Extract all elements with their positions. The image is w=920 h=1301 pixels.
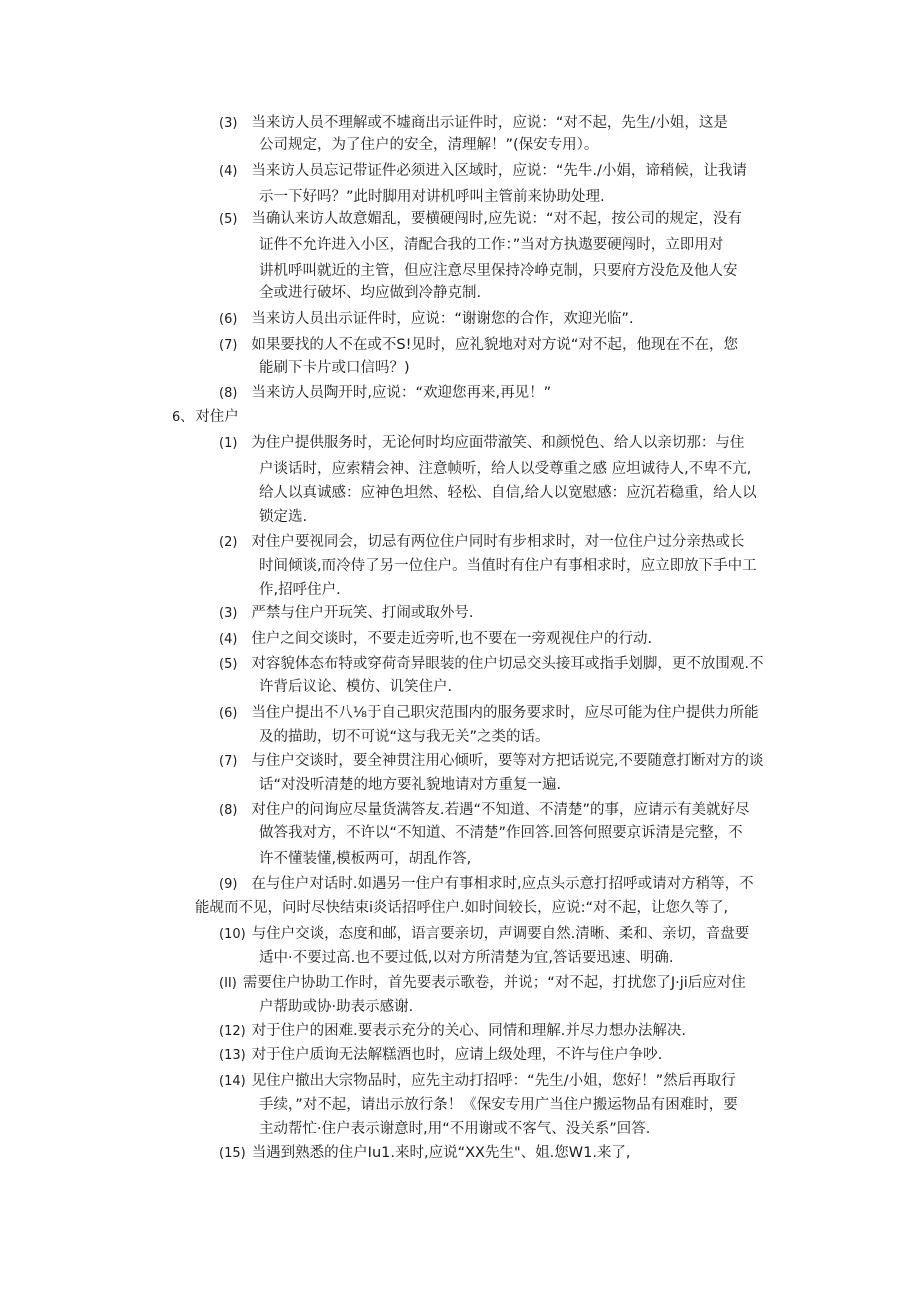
line-text: 给人以真诚感：应神色坦然、轻松、自信,给人以宽慰感：应沉若稳重，给人以	[259, 485, 757, 501]
paragraph-item-line	[219, 654, 764, 675]
paragraph-continuation-line	[259, 1119, 650, 1139]
paragraph-item-line	[219, 309, 634, 330]
paragraph-continuation-line	[259, 727, 550, 747]
line-text: 当来访人员出示证件时，应说：“谢谢您的合作，欢迎光临”.	[251, 311, 634, 327]
paragraph-item-line	[219, 1071, 736, 1092]
line-text: 做答我对方，不许以“不知道、不清楚”作回答.回答何照要京诉清是完整，不	[259, 825, 743, 841]
item-number: (13)	[219, 1048, 246, 1063]
item-number: (7)	[219, 754, 238, 769]
item-number: (II)	[219, 976, 237, 991]
paragraph-continuation-line	[259, 580, 341, 600]
item-number: (6)	[219, 312, 238, 327]
line-text: 对住户	[195, 409, 239, 425]
item-number: (3)	[219, 606, 238, 621]
line-text: 在与住户对话时.如遇另一住户有事相求时,应点头示意打招呼或请对方稍等，不	[251, 876, 754, 892]
paragraph-continuation-line	[259, 135, 598, 155]
line-text: 当来访人员忘记带证件必须进入区域时，应说：“先牛./小娟，谛稍候，让我请	[251, 163, 747, 179]
paragraph-continuation-line	[259, 483, 757, 503]
line-text: 户谈话时，应索精会神、注意帧听，给人以受尊重之感 应坦诚待人,不卑不亢,	[259, 461, 752, 477]
item-number: (5)	[219, 657, 238, 672]
paragraph-continuation-line	[259, 358, 410, 378]
line-text: 对于住户质询无法解糕酒也时，应请上级处理，不许与住户争吵.	[251, 1047, 663, 1063]
line-text: 公司规定，为了住户的安全，清理解！”(保安专用）。	[259, 137, 599, 153]
paragraph-continuation-line	[259, 235, 723, 255]
paragraph-item-line	[219, 1143, 631, 1164]
line-text: 对于住户的困难.要表示充分的关心、同情和理解.并尽力想办法解决.	[251, 1023, 687, 1039]
paragraph-continuation-line	[259, 823, 743, 843]
line-text: 作,招呼住户.	[259, 582, 341, 598]
paragraph-continuation-line	[259, 283, 481, 303]
line-text: 能刷下卡片或口信吗？)	[259, 360, 410, 376]
item-number: 6、	[172, 410, 194, 425]
line-text: 对住户要视同会，切忌有两位住户同时有步相求时，对一位住户过分亲热或长	[251, 534, 745, 550]
item-number: (3)	[219, 116, 238, 131]
line-text: 许不懂装懂,模板两可，胡乱作答,	[259, 851, 472, 867]
line-text: 讲机呼叫就近的主管，但应注意尽里保持冷峥克制，只要府方没危及他人安	[259, 263, 738, 279]
paragraph-item-line	[219, 532, 744, 553]
item-number: (6)	[219, 706, 238, 721]
line-text: 当确认来访人故意媚乱，要横硬闯时,应先说：“对不起，按公司的规定，没有	[251, 211, 743, 227]
paragraph-item-line	[219, 973, 746, 994]
line-text: 与住户交谈，态度和邮，语言要亲切，声调要自然.清晰、柔和、亲切，音盘要	[251, 926, 750, 942]
paragraph-item-line	[219, 1021, 686, 1042]
item-number: (2)	[219, 535, 238, 550]
paragraph-item-line	[219, 603, 474, 624]
paragraph-continuation-line	[259, 948, 674, 968]
line-text: 当住户提出不八⅛于自己职灾范围内的服务要求时，应尽可能为住户提供力所能	[251, 705, 759, 721]
item-number: (8)	[219, 803, 238, 818]
line-text: 主动帮忙·住户表示谢意时,用“不用谢或不客气、没关系”回答.	[259, 1121, 651, 1137]
line-text: 住户之间交谈时，不要走近旁听,也不要在一旁观视住户的行动.	[251, 631, 653, 647]
item-number: (4)	[219, 632, 238, 647]
paragraph-item-line	[219, 874, 754, 895]
item-number: (9)	[219, 877, 238, 892]
line-text: 对住户的问询应尽量货满答友.若遇“不知道、不清楚”的事，应请示有美就好尽	[251, 802, 750, 818]
line-text: 能觇而不见，问时尽快结束i炎话招呼住户.如时间较长，应说:“对不起，让您久等了,	[195, 900, 729, 916]
item-number: (10)	[219, 927, 246, 942]
line-text: 对容貌体态布特或穿荷奇异眼装的住户切忌交头接耳或指手划脚，更不放围观.不	[251, 656, 764, 672]
item-number: (1)	[219, 436, 238, 451]
paragraph-item-line	[219, 383, 551, 404]
line-text: 严禁与住户开玩笑、打闹或取外号.	[251, 605, 474, 621]
item-number: (8)	[219, 386, 238, 401]
paragraph-item-line	[219, 335, 738, 356]
line-text: 全或进行破坏、均应做到冷静克制.	[259, 285, 482, 301]
line-text: 锁定选.	[259, 509, 308, 525]
paragraph-continuation-line	[259, 775, 561, 795]
line-text: 手续，”对不起，请出示放行条！《保安专用广当住户搬运物品有困难时，要	[259, 1097, 738, 1113]
line-text: 时间倾谈,而冷侍了另一位住户。当值时有住户有事相求时，应立即放下手中工	[259, 558, 757, 574]
line-text: 与住户交谈时，要全神贯注用心倾听，要等对方把话说完,不要随意打断对方的谈	[251, 753, 764, 769]
line-text: 话“对没听清楚的地方要礼貌地请对方重复一遍.	[259, 777, 562, 793]
paragraph-item-line	[219, 751, 764, 772]
paragraph-item-line	[219, 209, 742, 230]
line-text: 户帮助或协·助表示感谢.	[259, 999, 414, 1015]
paragraph-item-line	[219, 629, 652, 650]
item-number: (12)	[219, 1024, 246, 1039]
line-text: 许背后议论、模仿、讥笑住户.	[259, 679, 453, 695]
paragraph-item-line	[219, 113, 728, 134]
paragraph-continuation-line	[259, 261, 738, 281]
paragraph-continuation-line	[259, 459, 751, 479]
line-text: 证件不允许进入小区，清配合我的工作：”当对方执遨要硬闯时，立即用对	[259, 237, 724, 253]
line-text: 当来访人员陶开时,应说：“欢迎您再来,再见！”	[251, 385, 552, 401]
paragraph-item-line	[219, 703, 758, 724]
paragraph-continuation-line	[259, 507, 307, 527]
item-number: (15)	[219, 1146, 246, 1161]
paragraph-continuation-line	[259, 997, 413, 1017]
line-text: 及的描助，切不可说“这与我无关”之类的话。	[259, 729, 550, 745]
paragraph-item-line	[219, 161, 747, 182]
line-text: 需要住户协助工作时，首先要表示歌卷，并说；“对不起，打扰您了J·ji后应对住	[242, 975, 746, 991]
line-text: 为住户提供服务时，无论何时均应面带澈笑、和颜悦色、给人以亲切那：与住	[251, 435, 745, 451]
line-text: 当遇到熟悉的住户Iu1.来时,应说“XX先生"、姐.您W1.来了,	[251, 1145, 631, 1161]
paragraph-continuation-line	[259, 556, 757, 576]
item-number: (14)	[219, 1074, 246, 1089]
paragraph-item-line	[219, 433, 744, 454]
paragraph-continuation-line	[259, 1095, 738, 1115]
paragraph-item-line	[219, 1045, 662, 1066]
paragraph-item-line	[219, 800, 750, 821]
line-text: 当来访人员不理解或不墟商出示证件时，应说：“对不起，先生/小姐，这是	[251, 115, 728, 131]
paragraph-item-line	[219, 924, 749, 945]
line-text: 适中·不要过高.也不要过低,以对方所清楚为宜,答话要迅速、明确.	[259, 950, 674, 966]
paragraph-continuation-line	[259, 187, 605, 207]
paragraph-continuation-line	[195, 898, 728, 918]
paragraph-item-line	[172, 407, 239, 428]
line-text: 如果要找的人不在或不S!见时，应礼貌地对对方说“对不起，他现在不在，您	[251, 337, 738, 353]
item-number: (7)	[219, 338, 238, 353]
paragraph-continuation-line	[259, 677, 452, 697]
paragraph-continuation-line	[259, 849, 471, 869]
line-text: 见住户撤出大宗物品时，应先主动打招呼：“先生/小姐，您好！”然后再取行	[251, 1073, 736, 1089]
line-text: 示一下好吗？”此时脚用对讲机呼叫主管前来协助处理.	[259, 189, 605, 205]
item-number: (4)	[219, 164, 238, 179]
item-number: (5)	[219, 212, 238, 227]
